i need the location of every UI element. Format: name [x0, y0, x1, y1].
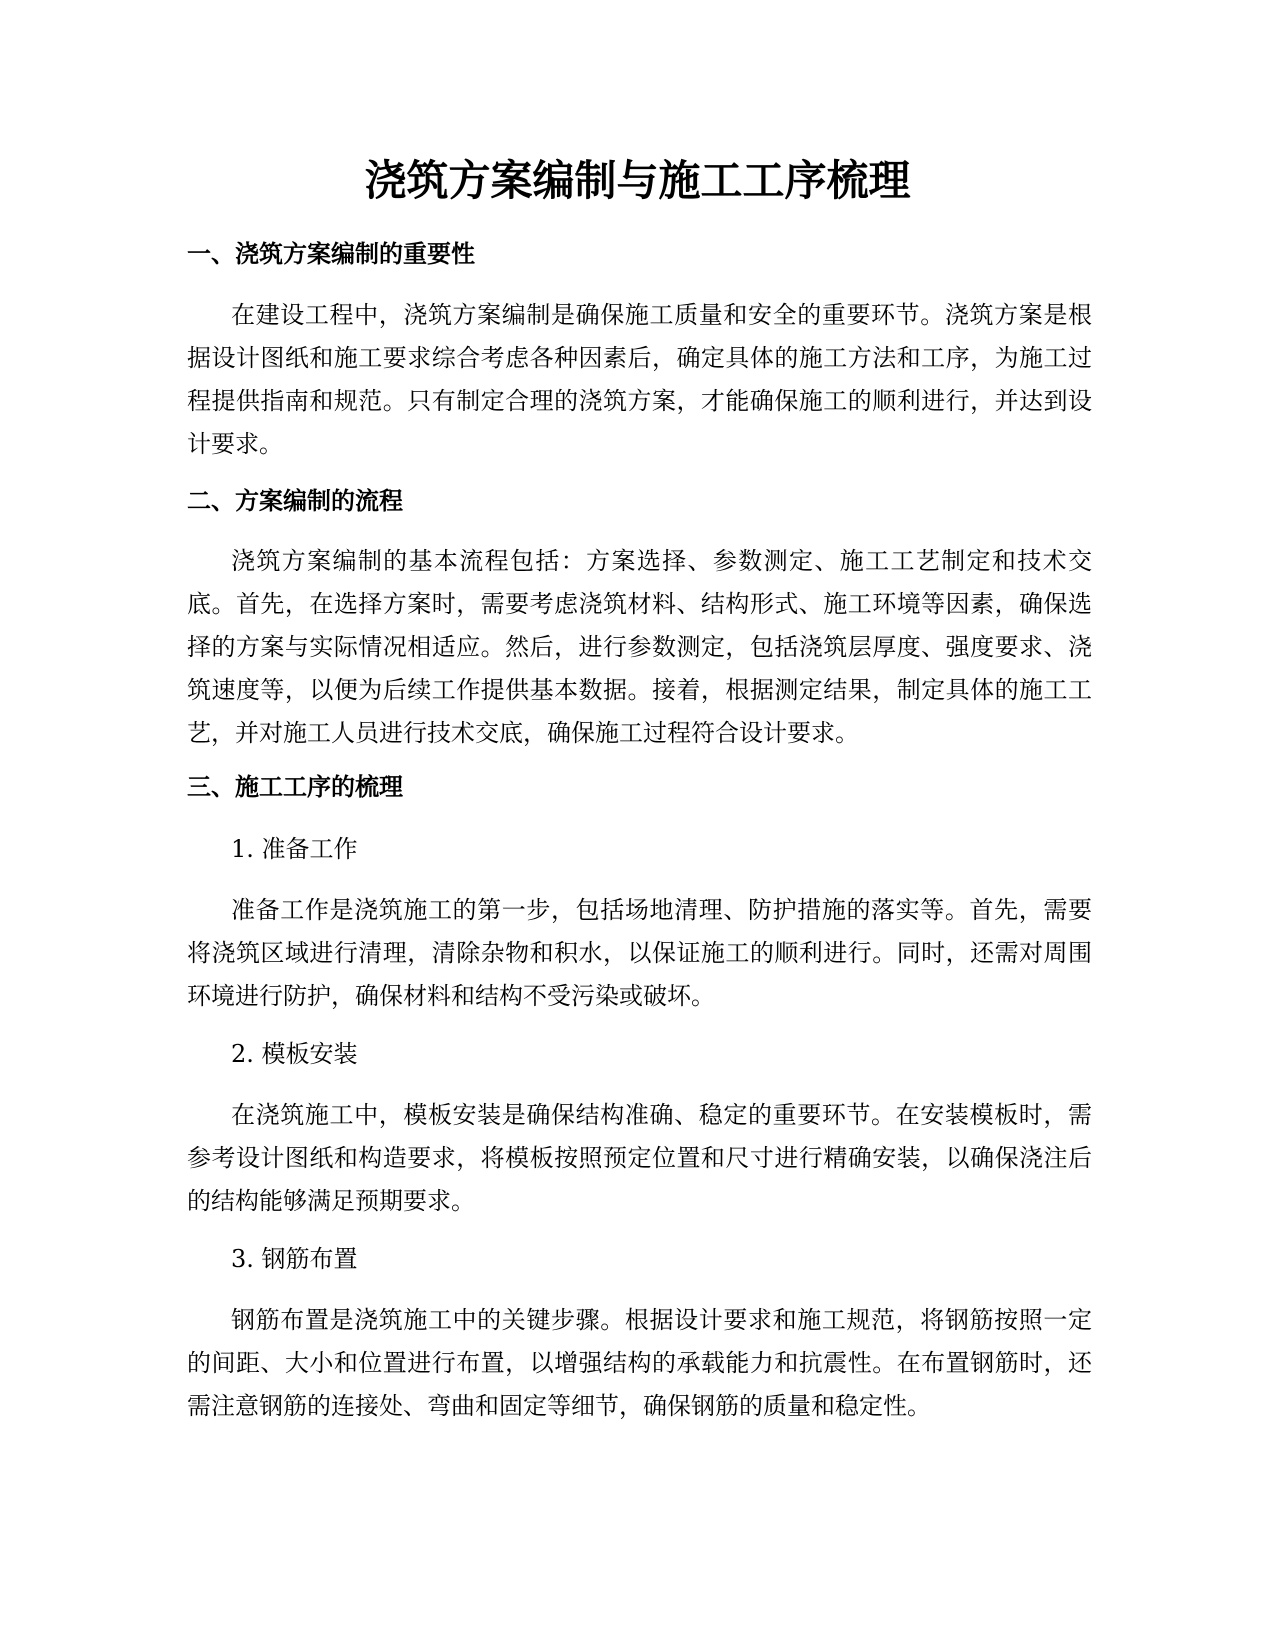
- step-3-paragraph: 钢筋布置是浇筑施工中的关键步骤。根据设计要求和施工规范，将钢筋按照一定的间距、大小和位置进行布置，以增强结构的承载能力和抗震性。在布置钢筋时，还需注意钢筋的连接处、弯曲和固定等细节，确保钢筋的质量和稳定性。: [187, 1306, 1092, 1420]
- section-1-heading: 一、浇筑方案编制的重要性: [187, 240, 475, 268]
- step-1-label: 1. 准备工作: [231, 835, 358, 863]
- step-2-paragraph: 在浇筑施工中，模板安装是确保结构准确、稳定的重要环节。在安装模板时，需参考设计图纸和构造要求，将模板按照预定位置和尺寸进行精确安装，以确保浇注后的结构能够满足预期要求。: [187, 1101, 1092, 1215]
- section-2-paragraph: 浇筑方案编制的基本流程包括：方案选择、参数测定、施工工艺制定和技术交底。首先，在选择方案时，需要考虑浇筑材料、结构形式、施工环境等因素，确保选择的方案与实际情况相适应。然后，进行参数测定，包括浇筑层厚度、强度要求、浇筑速度等，以便为后续工作提供基本数据。接着，根据测定结果，制定具体的施工工艺，并对施工人员进行技术交底，确保施工过程符合设计要求。: [187, 547, 1092, 747]
- section-3-heading: 三、施工工序的梳理: [187, 773, 403, 801]
- step-2-label: 2. 模板安装: [231, 1040, 358, 1068]
- section-1-paragraph: 在建设工程中，浇筑方案编制是确保施工质量和安全的重要环节。浇筑方案是根据设计图纸和施工要求综合考虑各种因素后，确定具体的施工方法和工序，为施工过程提供指南和规范。只有制定合理的浇筑方案，才能确保施工的顺利进行，并达到设计要求。: [187, 301, 1092, 458]
- document-title: 浇筑方案编制与施工工序梳理: [364, 156, 911, 205]
- step-3-label: 3. 钢筋布置: [231, 1245, 358, 1273]
- step-1-paragraph: 准备工作是浇筑施工的第一步，包括场地清理、防护措施的落实等。首先，需要将浇筑区域进行清理，清除杂物和积水，以保证施工的顺利进行。同时，还需对周围环境进行防护，确保材料和结构不受污染或破坏。: [187, 896, 1092, 1010]
- section-2-heading: 二、方案编制的流程: [187, 487, 403, 515]
